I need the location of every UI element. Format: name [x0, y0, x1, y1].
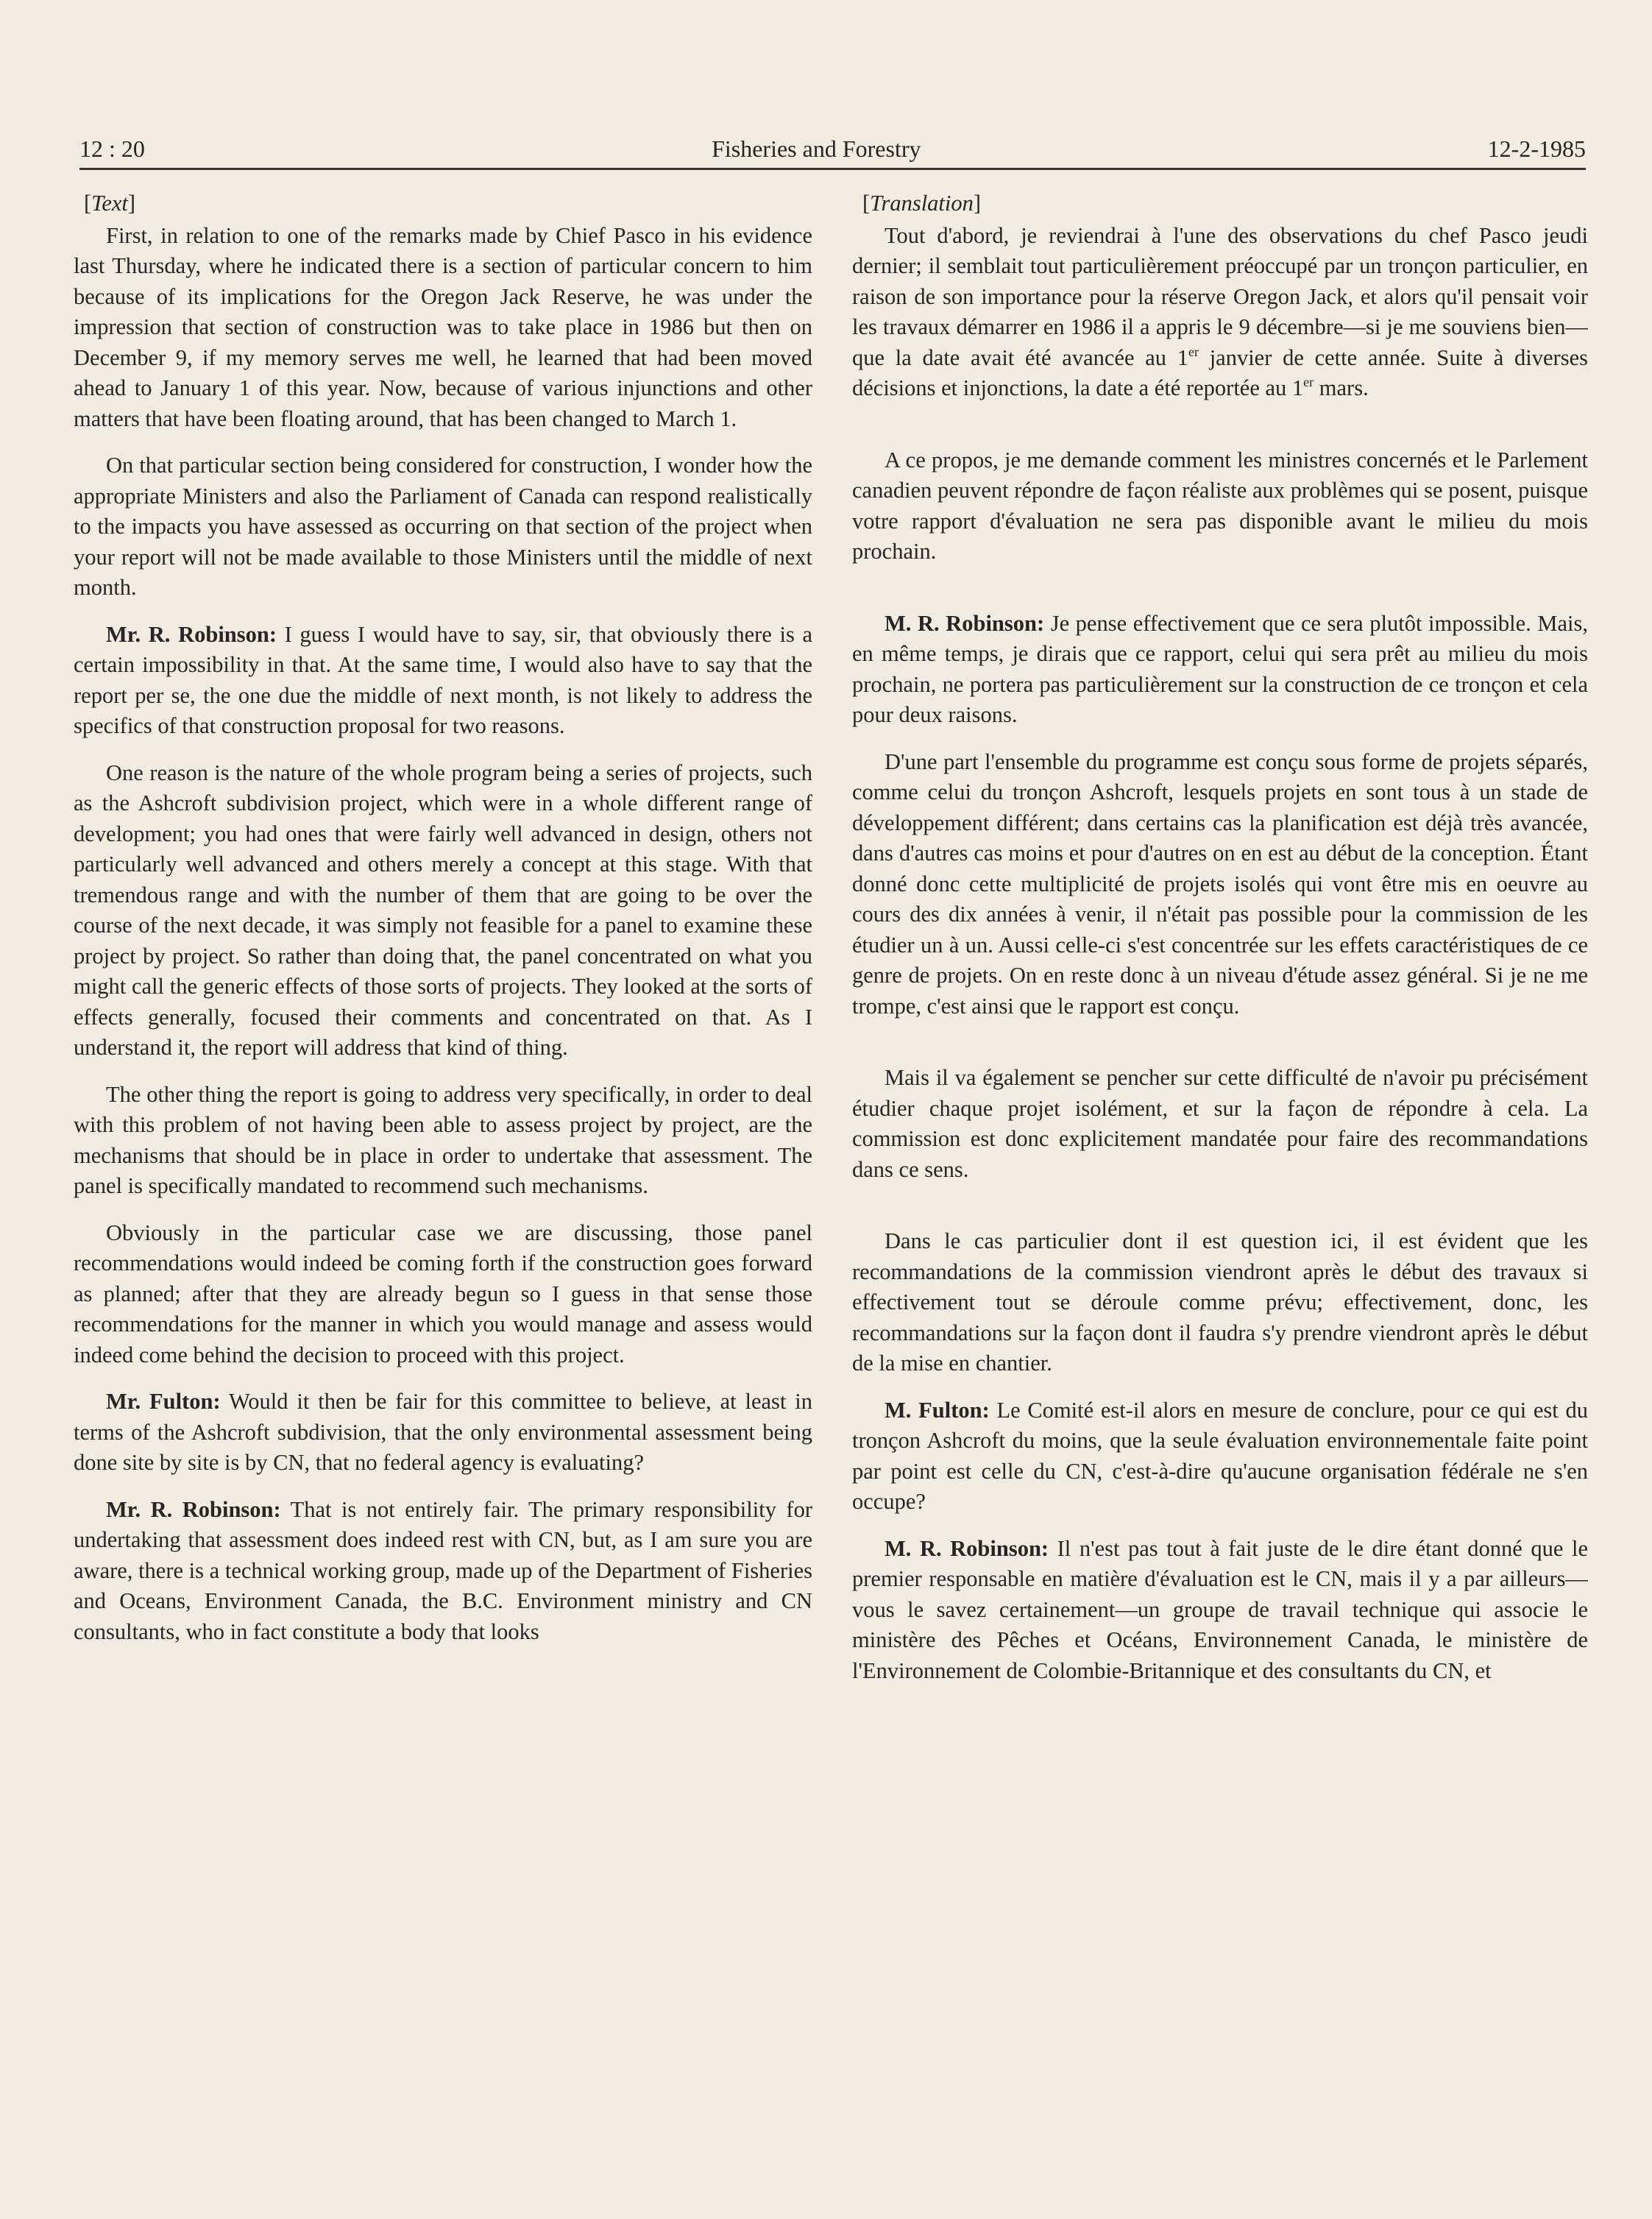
- paragraph-text: On that particular section being considered for construction, I wonder how the appropriate Ministers and also the Parliament of Canada can respond realistically to the impacts you have assessed as occurring on that section of the project when your report will not be made available to those Ministers until the middle of next month.: [74, 453, 812, 600]
- paragraph-text: Mais il va également se pencher sur cette difficulté de n'avoir pu précisément étudier chaque projet isolément, et sur la façon de répondre à cela. La commission est donc explicitement mandatée pour faire des recommandations dans ce sens.: [852, 1065, 1588, 1182]
- paragraph-text: Would it then be fair for this committee to believe, at least in terms of the Ashcroft subdivision, that the only environmental assessment being done site by site is by CN, that no federal agency is evaluating?: [74, 1389, 812, 1475]
- paragraph-text: That is not entirely fair. The primary responsibility for undertaking that assessment does indeed rest with CN, but, as I am sure you are aware, there is a technical working group, made up of the Department of Fisheries and Oceans, Environment Canada, the B.C. Environment ministry and CN consultants, who in fact constitute a body that looks: [74, 1496, 812, 1644]
- paragraph: [852, 1226, 1588, 1379]
- page-number: 12 : 20: [79, 135, 145, 162]
- speaker-name: M. Fulton:: [885, 1397, 990, 1423]
- paragraph-text: Obviously in the particular case we are discussing, those panel recommendations would indeed be coming forth if the construction goes forward as planned; after that they are already begun so I guess in that sense those recommendations for the manner in which you would manage and assess would indeed come behind the decision to proceed with this project.: [74, 1220, 812, 1367]
- speaker-name: Mr. R. Robinson:: [106, 621, 277, 647]
- french-column: [852, 188, 1588, 2175]
- column-label: [Translation]: [862, 191, 982, 216]
- issue-date: 12-2-1985: [1487, 135, 1586, 162]
- paragraph: [852, 221, 1588, 404]
- paragraph: [74, 1080, 812, 1202]
- paragraph-text: The other thing the report is going to address very specifically, in order to deal with this problem of not having been able to assess project by project, are the mechanisms that should be in place in order to undertake that assessment. The panel is specifically mandated to recommend such mechanisms.: [74, 1081, 812, 1198]
- paragraph: [852, 445, 1588, 567]
- paragraph: [74, 450, 812, 604]
- paragraph: [852, 747, 1588, 1022]
- paragraph-text: A ce propos, je me demande comment les ministres concernés et le Parlement canadien peuvent répondre de façon réaliste aux problèmes qui se posent, puisque votre rapport d'évaluation ne sera pas disponible avant le milieu du mois prochain.: [852, 447, 1588, 564]
- paragraph-text: One reason is the nature of the whole program being a series of projects, such as the Ashcroft subdivision project, which were in a whole different range of development; you had ones that were fairly well advanced in design, others not particularly well advanced and others merely a concept at this stage. With that tremendous range and with the number of them that are going to be over the course of the next decade, it was simply not feasible for a panel to examine these project by project. So rather than doing that, the panel concentrated on what you might call the generic effects of those sorts of projects. They looked at the sorts of effects generally, focused their comments and concentrated on that. As I understand it, the report will address that kind of thing.: [74, 760, 812, 1060]
- paragraph: [852, 1395, 1588, 1518]
- paragraph: [852, 1063, 1588, 1185]
- paragraph-text: janvier de cette année. Suite à diverses décisions et injonctions, la date a été reportée au 1: [852, 344, 1588, 400]
- paragraph-text: Dans le cas particulier dont il est question ici, il est évident que les recommandations de la commission viendront après le début des travaux si effectivement tout se déroule comme prévu; effectivement, donc, les recommandations sur la façon dont il faudra s'y prendre viendront après le début de la mise en chantier.: [852, 1228, 1588, 1376]
- publication-title: Fisheries and Forestry: [712, 135, 921, 162]
- paragraph: [74, 758, 812, 1064]
- superscript: er: [1188, 344, 1199, 359]
- paragraph-text: First, in relation to one of the remarks made by Chief Pasco in his evidence last Thursday, where he indicated there is a section of particular concern to him because of its implications for the Oregon Jack Reserve, he was under the impression that section of construction was to take place in 1986 but then on December 9, if my memory serves me well, he learned that had been moved ahead to January 1 of this year. Now, because of various injunctions and other matters that have been floating around, that has been changed to March 1.: [74, 222, 812, 431]
- english-column: [74, 188, 812, 2175]
- page-header: [79, 122, 1586, 170]
- paragraph: [74, 1495, 812, 1648]
- paragraph: [852, 1534, 1588, 1687]
- paragraph: [852, 609, 1588, 731]
- paragraph-text: D'une part l'ensemble du programme est conçu sous forme de projets séparés, comme celui du tronçon Ashcroft, lesquels projets en sont tous à un stade de développement différent; dans certains cas la planification est déjà très avancée, dans d'autres cas moins et pour d'autres on en est au début de la conception. Étant donné donc cette multiplicité de projets isolés qui vont être mis en oeuvre au cours des dix années à venir, il n'était pas possible pour la commission de les étudier un à un. Aussi celle-ci s'est concentrée sur les effets caractéristiques de ce genre de projets. On en reste donc à un niveau d'étude assez général. Si je ne me trompe, c'est ainsi que le rapport est conçu.: [852, 748, 1588, 1019]
- paragraph-text: Il n'est pas tout à fait juste de le dire étant donné que le premier responsable en matière d'évaluation est le CN, mais il y a par ailleurs—vous le savez certainement—un groupe de travail technique qui associe le ministère des Pêches et Océans, Environnement Canada, le ministère de l'Environnement de Colombie-Britannique et des consultants du CN, et: [852, 1535, 1588, 1683]
- speaker-name: M. R. Robinson:: [885, 610, 1045, 636]
- superscript: er: [1303, 375, 1314, 389]
- paragraph-text: I guess I would have to say, sir, that obviously there is a certain impossibility in that. At the same time, I would also have to say that the report per se, the one due the middle of next month, is not likely to address the specifics of that construction proposal for two reasons.: [74, 621, 812, 738]
- paragraph-text: mars.: [1314, 375, 1369, 400]
- paragraph-text: Tout d'abord, je reviendrai à l'une des observations du chef Pasco jeudi dernier; il semblait tout particulièrement préoccupé par un tronçon particulier, en raison de son importance pour la réserve Oregon Jack, et alors qu'il pensait voir les travaux démarrer en 1986 il a appris le 9 décembre—si je me souviens bien—que la date avait été avancée au 1: [852, 222, 1588, 370]
- paragraph: [74, 1218, 812, 1371]
- paragraph-text: Le Comité est-il alors en mesure de conclure, pour ce qui est du tronçon Ashcroft du moins, que la seule évaluation environnementale faite point par point est celle du CN, c'est-à-dire qu'aucune organisation fédérale ne s'en occupe?: [852, 1397, 1588, 1514]
- speaker-name: M. R. Robinson:: [885, 1535, 1049, 1561]
- paragraph: [74, 221, 812, 435]
- paragraph: [74, 1387, 812, 1479]
- column-label: [Text]: [84, 191, 136, 216]
- paragraph-text: Je pense effectivement que ce sera plutôt impossible. Mais, en même temps, je dirais que ce rapport, celui qui sera prêt au milieu du mois prochain, ne portera pas particulièrement sur la construction de ce tronçon et cela pour deux raisons.: [852, 610, 1588, 727]
- speaker-name: Mr. R. Robinson:: [106, 1496, 281, 1522]
- speaker-name: Mr. Fulton:: [106, 1389, 221, 1414]
- paragraph: [74, 620, 812, 742]
